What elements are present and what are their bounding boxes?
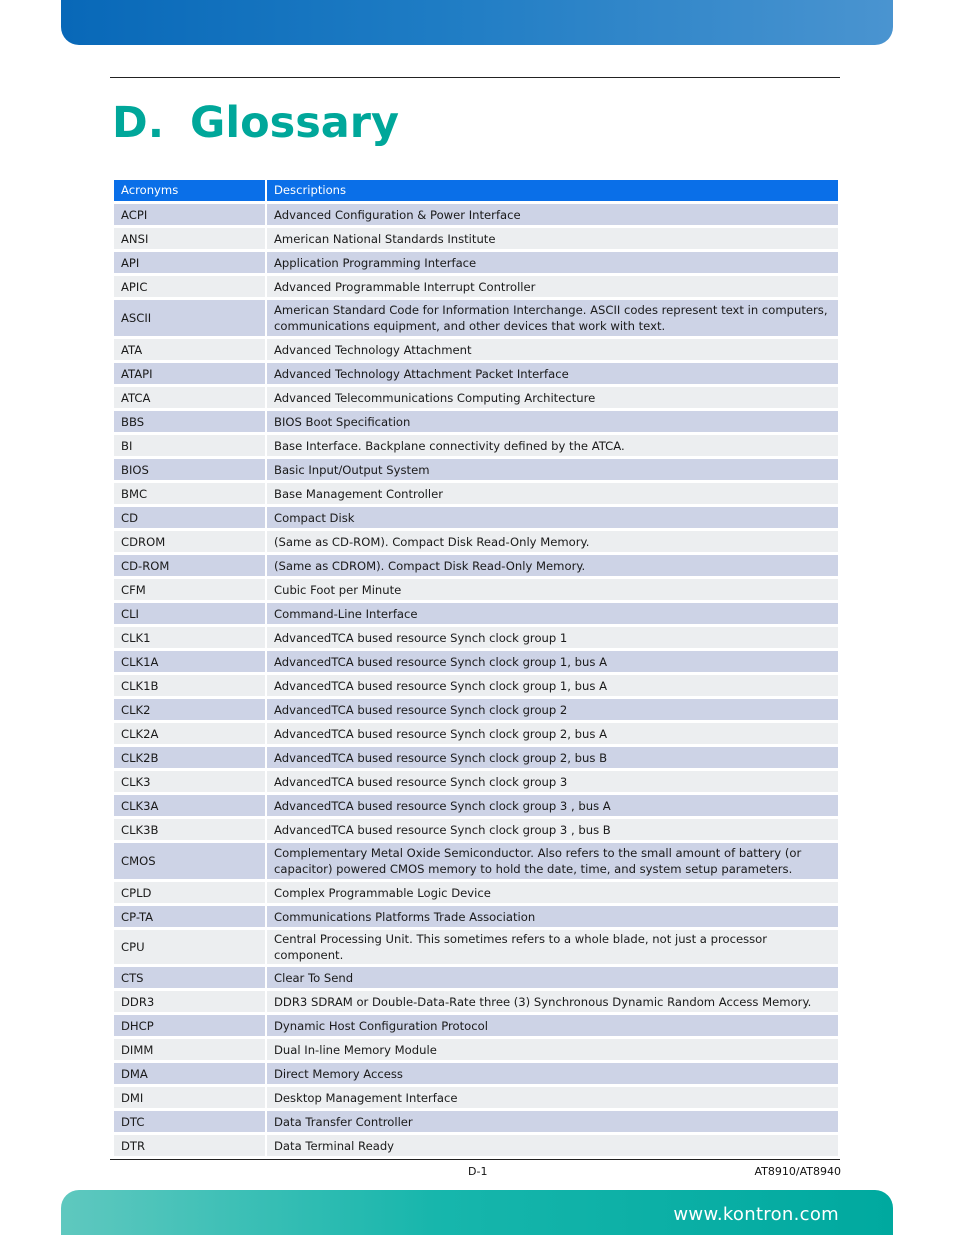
table-row — [114, 1111, 838, 1132]
top-banner — [61, 0, 893, 45]
acronym-cell: ACPI — [114, 204, 265, 225]
description-cell: BIOS Boot Specification — [267, 411, 838, 432]
acronym-cell: CLK3 — [114, 771, 265, 792]
description-cell: Data Terminal Ready — [267, 1135, 838, 1156]
description-cell: Dual In-line Memory Module — [267, 1039, 838, 1060]
column-header-descriptions: Descriptions — [267, 180, 838, 201]
description-cell: Complex Programmable Logic Device — [267, 882, 838, 903]
description-cell: American Standard Code for Information Interchange. ASCII codes represent text in computers, communications equipment, and other devices that work with text. — [267, 300, 838, 336]
description-cell: Complementary Metal Oxide Semiconductor. Also refers to the small amount of battery (or capacitor) powered CMOS memory to hold the date, time, and system setup parameters. — [267, 843, 838, 879]
acronym-cell: CD — [114, 507, 265, 528]
acronym-cell: CFM — [114, 579, 265, 600]
table-row — [114, 747, 838, 768]
acronym-cell: DMI — [114, 1087, 265, 1108]
description-cell: AdvancedTCA bused resource Synch clock group 2, bus B — [267, 747, 838, 768]
acronym-cell: CLK1 — [114, 627, 265, 648]
acronym-cell: CLK1B — [114, 675, 265, 696]
acronym-cell: CLK2A — [114, 723, 265, 744]
table-row — [114, 723, 838, 744]
acronym-cell: CLK2B — [114, 747, 265, 768]
acronym-cell: APIC — [114, 276, 265, 297]
acronym-cell: DHCP — [114, 1015, 265, 1036]
acronym-cell: ATCA — [114, 387, 265, 408]
acronym-cell: DMA — [114, 1063, 265, 1084]
description-cell: AdvancedTCA bused resource Synch clock group 3 , bus B — [267, 819, 838, 840]
description-cell: American National Standards Institute — [267, 228, 838, 249]
acronym-cell: CTS — [114, 967, 265, 988]
table-row — [114, 651, 838, 672]
table-row — [114, 795, 838, 816]
description-cell: Advanced Configuration & Power Interface — [267, 204, 838, 225]
description-cell: Advanced Technology Attachment Packet Interface — [267, 363, 838, 384]
description-cell: Dynamic Host Configuration Protocol — [267, 1015, 838, 1036]
table-row — [114, 363, 838, 384]
appendix-letter: D. — [112, 98, 165, 148]
table-row — [114, 579, 838, 600]
table-row — [114, 603, 838, 624]
page-title — [112, 98, 399, 150]
table-row — [114, 1063, 838, 1084]
acronym-cell: CLK3B — [114, 819, 265, 840]
acronym-cell: DTR — [114, 1135, 265, 1156]
acronym-cell: CDROM — [114, 531, 265, 552]
description-cell: Advanced Telecommunications Computing Architecture — [267, 387, 838, 408]
acronym-cell: BBS — [114, 411, 265, 432]
footer-rule — [110, 1159, 840, 1160]
acronym-cell: ANSI — [114, 228, 265, 249]
table-row — [114, 339, 838, 360]
acronym-cell: CPLD — [114, 882, 265, 903]
table-header-row — [114, 180, 838, 201]
table-row — [114, 435, 838, 456]
acronym-cell: CLK1A — [114, 651, 265, 672]
title-text: Glossary — [190, 98, 400, 148]
header-rule — [110, 77, 840, 78]
description-cell: Desktop Management Interface — [267, 1087, 838, 1108]
table-row — [114, 967, 838, 988]
table-row — [114, 252, 838, 273]
description-cell: Direct Memory Access — [267, 1063, 838, 1084]
table-row — [114, 483, 838, 504]
acronym-cell: DTC — [114, 1111, 265, 1132]
description-cell: Base Management Controller — [267, 483, 838, 504]
website-link[interactable]: www.kontron.com — [673, 1204, 839, 1225]
acronym-cell: CLK3A — [114, 795, 265, 816]
page-number: D-1 — [468, 1165, 488, 1178]
acronym-cell: CD-ROM — [114, 555, 265, 576]
bottom-banner — [61, 1190, 893, 1235]
table-row — [114, 411, 838, 432]
acronym-cell: DIMM — [114, 1039, 265, 1060]
description-cell: Data Transfer Controller — [267, 1111, 838, 1132]
acronym-cell: CLK2 — [114, 699, 265, 720]
description-cell: Advanced Technology Attachment — [267, 339, 838, 360]
acronym-cell: ASCII — [114, 300, 265, 336]
description-cell: Basic Input/Output System — [267, 459, 838, 480]
table-row — [114, 276, 838, 297]
acronym-cell: CMOS — [114, 843, 265, 879]
table-row — [114, 459, 838, 480]
table-row — [114, 930, 838, 964]
description-cell: Compact Disk — [267, 507, 838, 528]
description-cell: AdvancedTCA bused resource Synch clock group 3 , bus A — [267, 795, 838, 816]
table-row — [114, 531, 838, 552]
description-cell: Advanced Programmable Interrupt Controller — [267, 276, 838, 297]
description-cell: AdvancedTCA bused resource Synch clock group 1, bus A — [267, 651, 838, 672]
table-row — [114, 819, 838, 840]
glossary-table — [112, 177, 840, 1159]
table-row — [114, 1135, 838, 1156]
table-row — [114, 1015, 838, 1036]
table-row — [114, 882, 838, 903]
glossary-body — [114, 204, 838, 1156]
table-row — [114, 300, 838, 336]
acronym-cell: BI — [114, 435, 265, 456]
table-row — [114, 228, 838, 249]
description-cell: AdvancedTCA bused resource Synch clock group 2 — [267, 699, 838, 720]
table-row — [114, 507, 838, 528]
table-row — [114, 204, 838, 225]
description-cell: AdvancedTCA bused resource Synch clock group 2, bus A — [267, 723, 838, 744]
description-cell: Command-Line Interface — [267, 603, 838, 624]
description-cell: AdvancedTCA bused resource Synch clock group 3 — [267, 771, 838, 792]
table-row — [114, 771, 838, 792]
table-row — [114, 991, 838, 1012]
description-cell: Base Interface. Backplane connectivity defined by the ATCA. — [267, 435, 838, 456]
description-cell: (Same as CD-ROM). Compact Disk Read-Only Memory. — [267, 531, 838, 552]
acronym-cell: ATA — [114, 339, 265, 360]
description-cell: AdvancedTCA bused resource Synch clock group 1 — [267, 627, 838, 648]
acronym-cell: API — [114, 252, 265, 273]
table-row — [114, 1039, 838, 1060]
description-cell: DDR3 SDRAM or Double-Data-Rate three (3) Synchronous Dynamic Random Access Memory. — [267, 991, 838, 1012]
table-row — [114, 699, 838, 720]
acronym-cell: CPU — [114, 930, 265, 964]
table-row — [114, 843, 838, 879]
acronym-cell: BMC — [114, 483, 265, 504]
table-row — [114, 555, 838, 576]
acronym-cell: ATAPI — [114, 363, 265, 384]
description-cell: Cubic Foot per Minute — [267, 579, 838, 600]
description-cell: (Same as CDROM). Compact Disk Read-Only Memory. — [267, 555, 838, 576]
table-row — [114, 387, 838, 408]
description-cell: Central Processing Unit. This sometimes refers to a whole blade, not just a processor component. — [267, 930, 838, 964]
column-header-acronyms: Acronyms — [114, 180, 265, 201]
table-row — [114, 627, 838, 648]
acronym-cell: CLI — [114, 603, 265, 624]
description-cell: AdvancedTCA bused resource Synch clock group 1, bus A — [267, 675, 838, 696]
description-cell: Clear To Send — [267, 967, 838, 988]
product-model: AT8910/AT8940 — [754, 1165, 841, 1178]
table-row — [114, 1087, 838, 1108]
description-cell: Application Programming Interface — [267, 252, 838, 273]
description-cell: Communications Platforms Trade Association — [267, 906, 838, 927]
acronym-cell: BIOS — [114, 459, 265, 480]
acronym-cell: CP-TA — [114, 906, 265, 927]
table-row — [114, 675, 838, 696]
table-row — [114, 906, 838, 927]
acronym-cell: DDR3 — [114, 991, 265, 1012]
